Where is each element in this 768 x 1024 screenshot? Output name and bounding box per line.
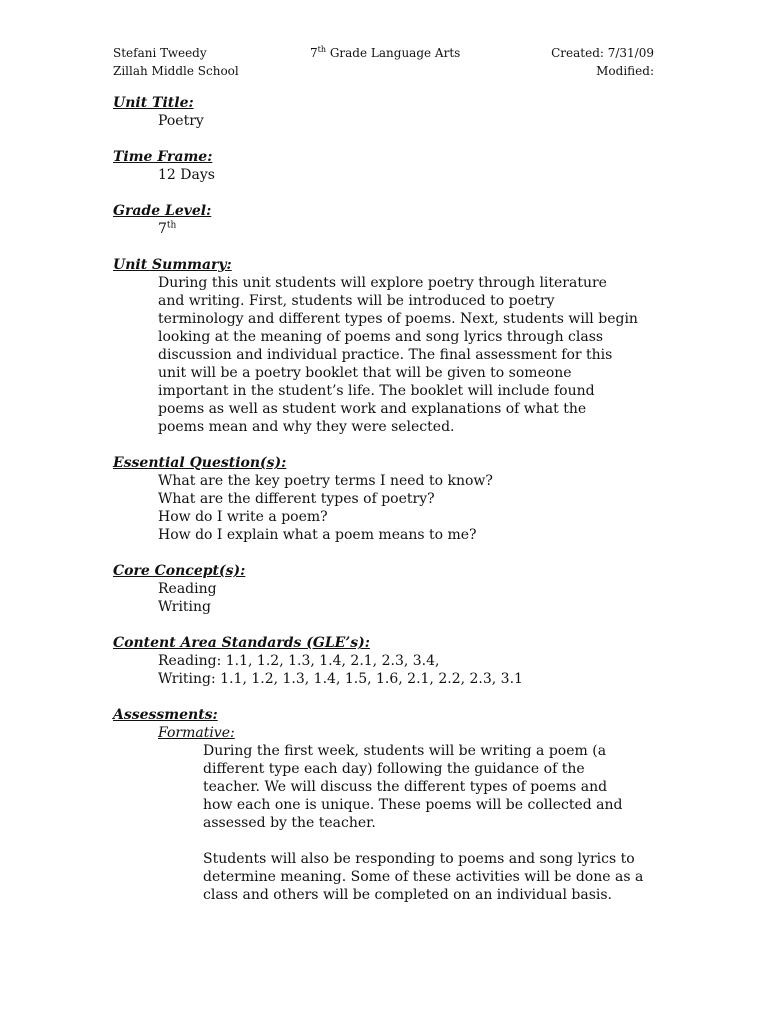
assessment-line: assessed by the teacher.	[203, 815, 376, 831]
grade-level-superscript: th	[166, 220, 177, 231]
unit-summary-text	[113, 274, 673, 436]
standards-heading: Content Area Standards (GLE’s):	[113, 635, 370, 651]
summary-line: and writing. First, students will be introduced to poetry	[158, 293, 555, 309]
standards-section	[113, 634, 673, 688]
school-name: Zillah Middle School	[113, 64, 239, 78]
assessment-line: determine meaning. Some of these activities will be done as a	[203, 869, 644, 885]
essential-questions-heading: Essential Question(s):	[113, 455, 287, 471]
course-name: Grade Language Arts	[326, 46, 461, 60]
question-item: What are the different types of poetry?	[158, 491, 435, 507]
summary-line: During this unit students will explore poetry through literature	[158, 275, 607, 291]
time-frame-value: 12 Days	[158, 167, 215, 183]
summary-line: terminology and different types of poems. Next, students will begin	[158, 311, 638, 327]
concept-item: Writing	[158, 599, 212, 615]
assessment-line: how each one is unique. These poems will be collected and	[203, 797, 623, 813]
unit-summary-heading: Unit Summary:	[113, 257, 232, 273]
core-concepts-list	[113, 580, 673, 616]
question-item: How do I explain what a poem means to me?	[158, 527, 477, 543]
grade-level-number: 7	[158, 221, 167, 237]
assessment-line: Students will also be responding to poems and song lyrics to	[203, 851, 635, 867]
grade-level-heading: Grade Level:	[113, 203, 212, 219]
question-item: How do I write a poem?	[158, 509, 328, 525]
modified-date: Modified:	[596, 64, 654, 78]
standards-list	[113, 652, 673, 688]
essential-questions-section	[113, 454, 673, 544]
standard-item: Writing: 1.1, 1.2, 1.3, 1.4, 1.5, 1.6, 2.1, 2.2, 2.3, 3.1	[158, 671, 523, 687]
time-frame-heading: Time Frame:	[113, 149, 213, 165]
essential-questions-list	[113, 472, 673, 544]
summary-line: important in the student’s life. The booklet will include found	[158, 383, 595, 399]
core-concepts-heading: Core Concept(s):	[113, 563, 246, 579]
summary-line: unit will be a poetry booklet that will be given to someone	[158, 365, 572, 381]
created-date: Created: 7/31/09	[551, 46, 654, 60]
author-name: Stefani Tweedy	[113, 46, 207, 60]
course-grade-superscript: th	[317, 45, 327, 54]
formative-paragraph-1	[113, 742, 673, 832]
summary-line: poems as well as student work and explanations of what the	[158, 401, 587, 417]
course-title	[310, 45, 460, 62]
assessments-heading: Assessments:	[113, 707, 218, 723]
time-frame-section	[113, 148, 673, 184]
assessment-line: During the first week, students will be writing a poem (a	[203, 743, 607, 759]
unit-plan-content	[113, 94, 673, 922]
assessment-line: different type each day) following the guidance of the	[203, 761, 585, 777]
unit-summary-section	[113, 256, 673, 436]
assessment-line: class and others will be completed on an individual basis.	[203, 887, 612, 903]
core-concepts-section	[113, 562, 673, 616]
assessments-section	[113, 706, 673, 904]
concept-item: Reading	[158, 581, 217, 597]
unit-title-value: Poetry	[158, 113, 204, 129]
grade-level-value	[113, 220, 673, 238]
formative-paragraph-2	[113, 850, 673, 904]
standard-item: Reading: 1.1, 1.2, 1.3, 1.4, 2.1, 2.3, 3.4,	[158, 653, 440, 669]
course-grade-number: 7	[310, 46, 318, 60]
unit-title-section	[113, 94, 673, 130]
summary-line: poems mean and why they were selected.	[158, 419, 455, 435]
paragraph-gap	[113, 832, 673, 850]
unit-title-heading: Unit Title:	[113, 95, 194, 111]
summary-line: looking at the meaning of poems and song lyrics through class	[158, 329, 604, 345]
question-item: What are the key poetry terms I need to know?	[158, 473, 493, 489]
assessment-line: teacher. We will discuss the different types of poems and	[203, 779, 608, 795]
grade-level-section	[113, 202, 673, 238]
formative-label: Formative:	[158, 725, 235, 741]
summary-line: discussion and individual practice. The final assessment for this	[158, 347, 613, 363]
